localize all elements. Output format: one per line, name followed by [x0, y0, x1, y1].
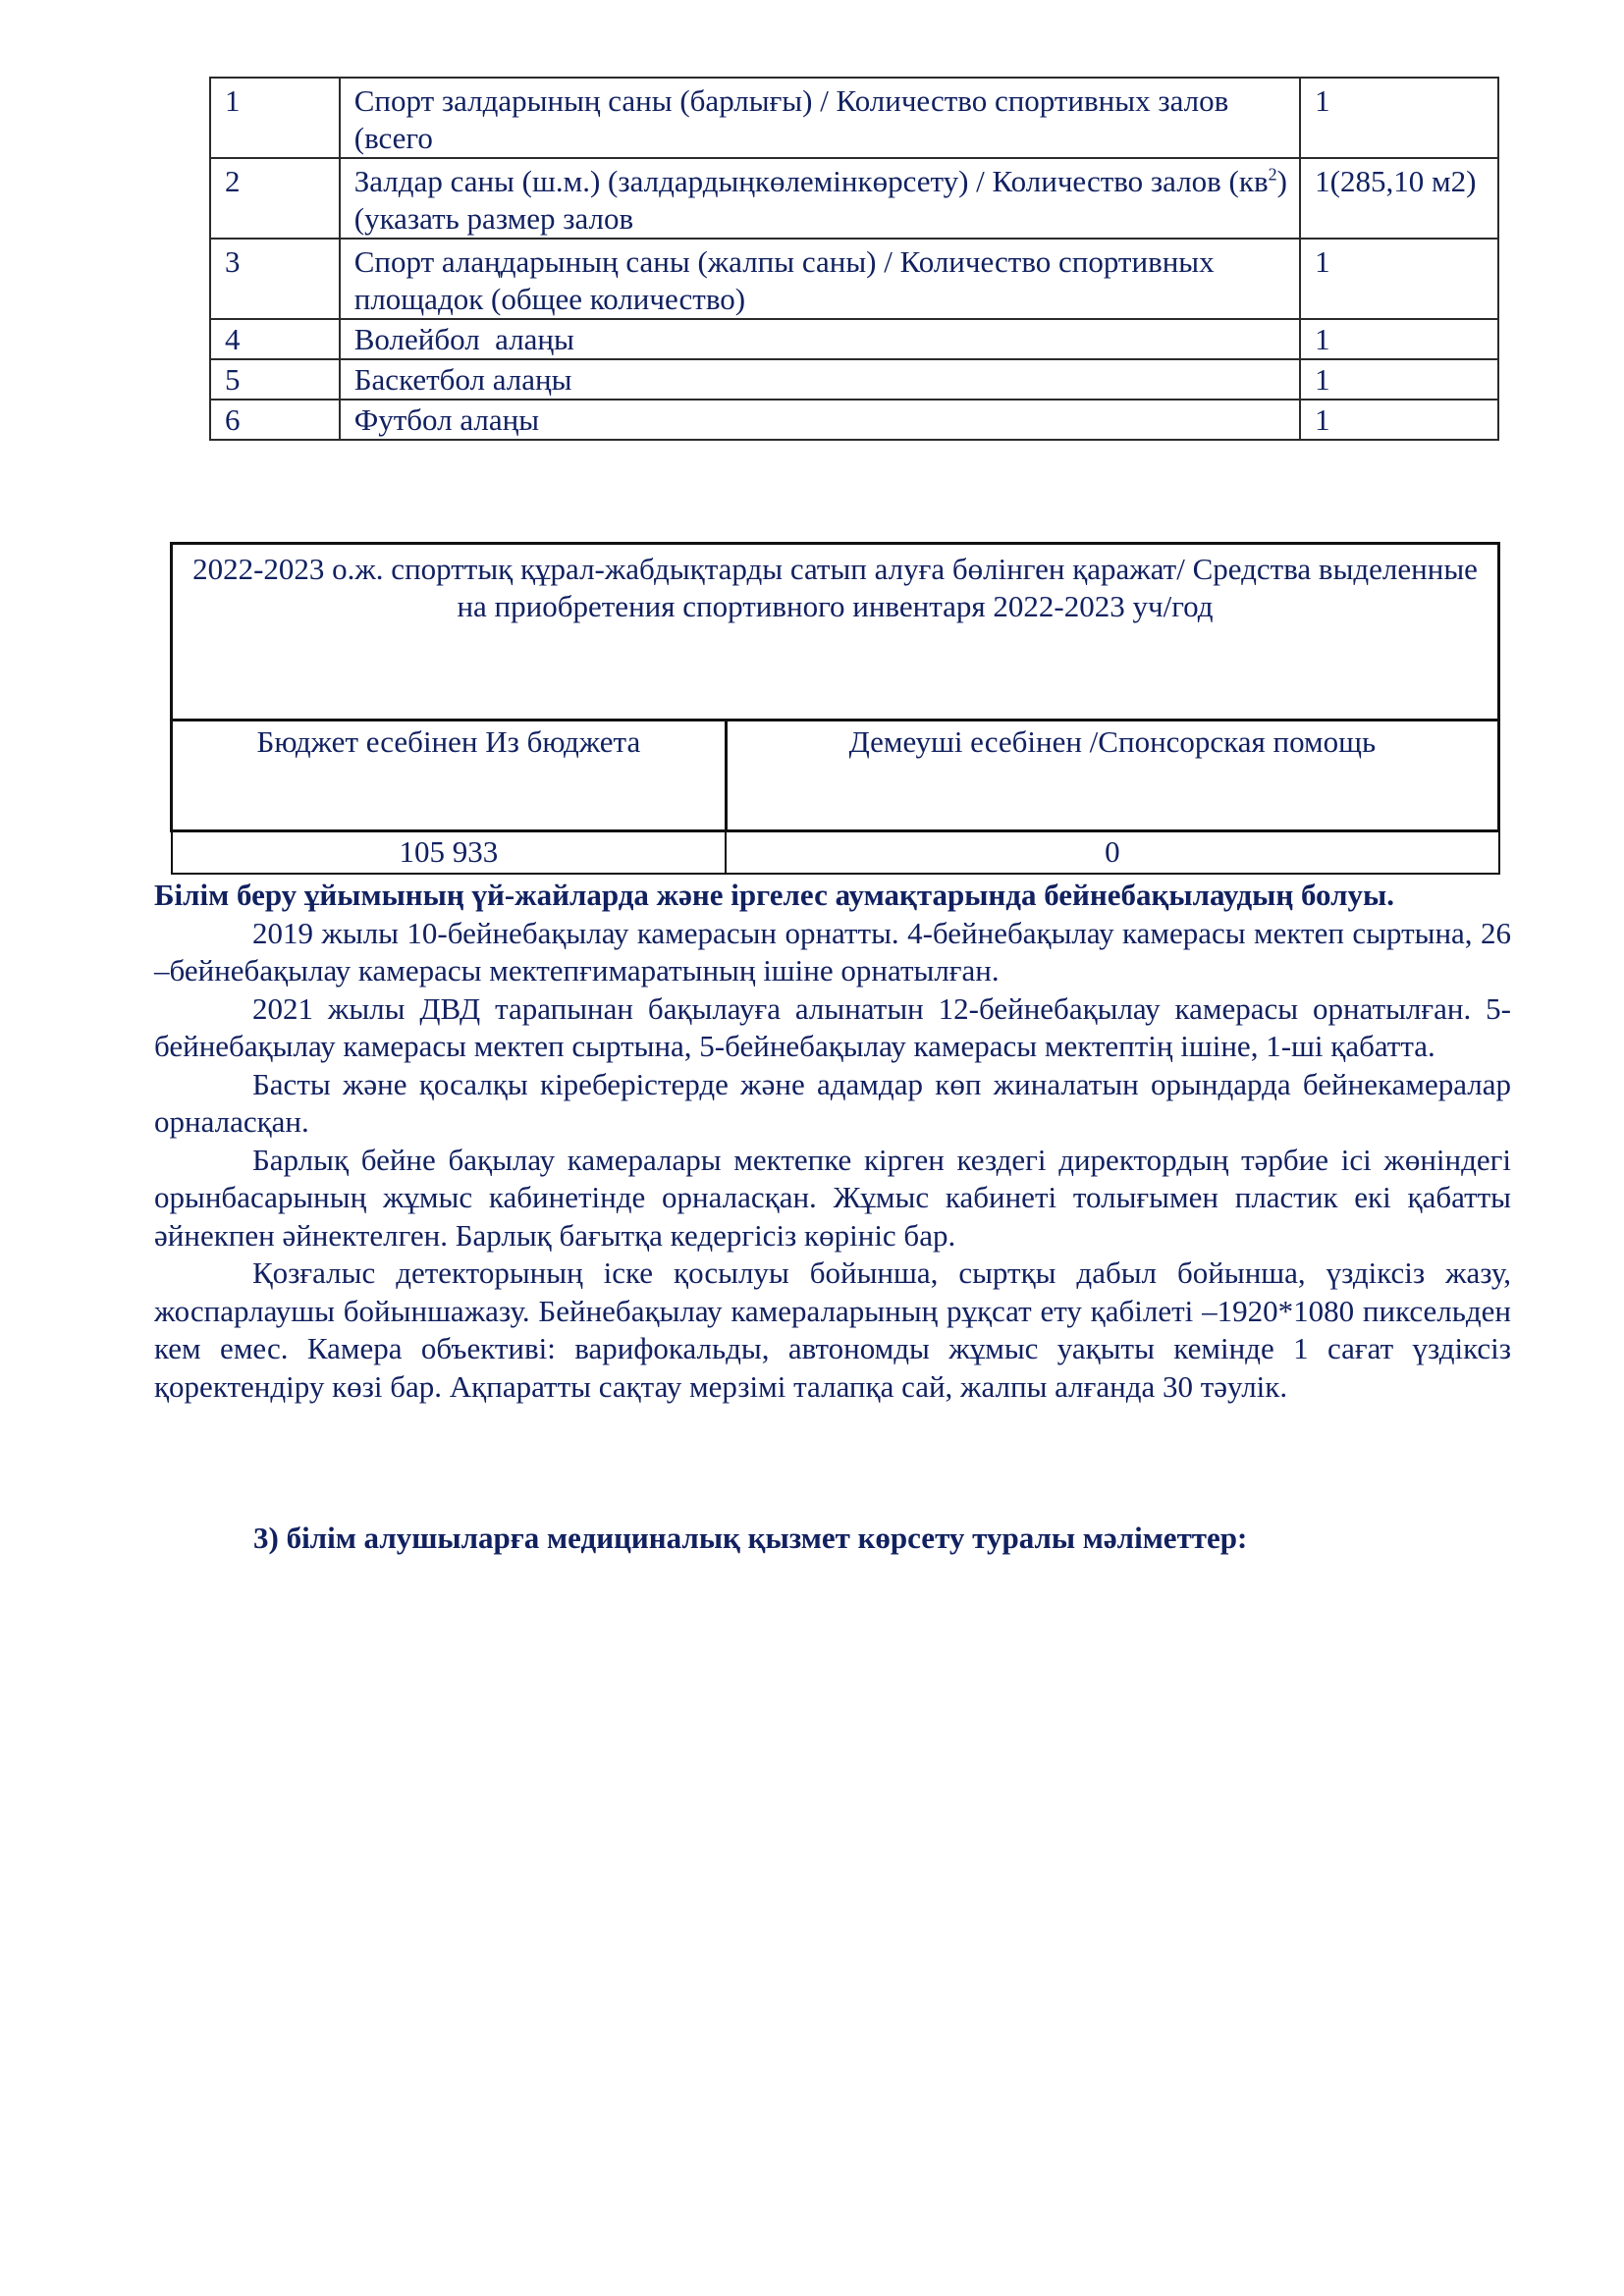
- row-label: [340, 158, 1300, 239]
- sports-funds-table: [170, 542, 1500, 875]
- table-row: [210, 400, 1498, 440]
- row-value: 1(285,10 м2): [1300, 158, 1498, 239]
- row-label: Футбол алаңы: [340, 400, 1300, 440]
- row-number: 2: [210, 158, 340, 239]
- funds-title-row: [172, 544, 1499, 721]
- row-value: 1: [1300, 78, 1498, 158]
- table-row: [210, 359, 1498, 400]
- row-value: 1: [1300, 239, 1498, 319]
- row-number: 6: [210, 400, 340, 440]
- table-row: [210, 158, 1498, 239]
- row-label: Спорт залдарының саны (барлығы) / Количество спортивных залов (всего: [340, 78, 1300, 158]
- medical-services-heading: 3) білім алушыларға медициналық қызмет көрсету туралы мәліметтер:: [253, 1521, 1248, 1555]
- funds-header-row: [172, 721, 1499, 831]
- row-value: 1: [1300, 359, 1498, 400]
- video-surveillance-section: [154, 877, 1511, 1406]
- paragraph: Барлық бейне бақылау камералары мектепке кірген кездегі директордың тәрбие ісі жөніндегі орынбасарының жұмыс кабинетінде орналасқан. Жұмыс кабинеті толығымен пластик екі қабатты әйнекпен әйнектелген. Барлық бағытқа кедергісіз көрініс бар.: [154, 1142, 1511, 1253]
- table-row: [210, 78, 1498, 158]
- paragraph: 2019 жылы 10-бейнебақылау камерасын орнатты. 4-бейнебақылау камерасы мектеп сыртына, 26 –бейнебақылау камерасы мектепғимаратының ішіне орнатылған.: [154, 915, 1511, 988]
- funds-title: 2022-2023 о.ж. спорттық құрал-жабдықтарды сатып алуға бөлінген қаражат/ Средства выделенные на приобретения спортивного инвентаря 2022-2023 уч/год: [172, 544, 1499, 721]
- row-label-text: Залдар саны (ш.м.) (залдардыңкөлемінкөрсету) / Количество залов (кв: [353, 164, 1269, 198]
- table-row: [210, 319, 1498, 359]
- sports-facilities-table: [209, 77, 1499, 441]
- row-label: Баскетбол алаңы: [340, 359, 1300, 400]
- row-number: 1: [210, 78, 340, 158]
- row-value: 1: [1300, 319, 1498, 359]
- paragraph: Қозғалыс детекторының іске қосылуы бойынша, сыртқы дабыл бойынша, үздіксіз жазу, жоспарлаушы бойыншажазу. Бейнебақылау камераларының рұқсат ету қабілеті –1920*1080 пиксельден кем емес. Камера объективі: варифокальды, автономды жұмыс уақыты кемінде 1 сағат үздіксіз қоректендіру көзі бар. Ақпаратты сақтау мерзімі талапқа сай, жалпы алғанда 30 тәулік.: [154, 1255, 1511, 1404]
- row-label: Спорт алаңдарының саны (жалпы саны) / Количество спортивных площадок (общее количество): [340, 239, 1300, 319]
- section-heading: Білім беру ұйымының үй-жайларда және іргелес аумақтарында бейнебақылаудың болуы.: [154, 878, 1394, 912]
- row-label: Волейбол алаңы: [340, 319, 1300, 359]
- superscript: 2: [1268, 164, 1277, 185]
- sponsor-value: 0: [726, 831, 1498, 874]
- funds-values-row: [172, 831, 1499, 874]
- row-number: 5: [210, 359, 340, 400]
- paragraph: Басты және қосалқы кіреберістерде және адамдар көп жиналатын орындарда бейнекамералар орналасқан.: [154, 1066, 1511, 1139]
- sponsor-column-header: Демеуші есебінен /Спонсорская помощь: [726, 721, 1498, 831]
- paragraph: 2021 жылы ДВД тарапынан бақылауға алынатын 12-бейнебақылау камерасы орнатылған. 5-бейнебақылау камерасы мектеп сыртына, 5-бейнебақылау камерасы мектептің ішіне, 1-ші қабатта.: [154, 990, 1511, 1063]
- budget-value: 105 933: [172, 831, 727, 874]
- budget-column-header: Бюджет есебінен Из бюджета: [172, 721, 727, 831]
- row-value: 1: [1300, 400, 1498, 440]
- row-number: 3: [210, 239, 340, 319]
- row-number: 4: [210, 319, 340, 359]
- table-row: [210, 239, 1498, 319]
- row-label-text-cont: ) (указать размер залов: [353, 164, 1287, 236]
